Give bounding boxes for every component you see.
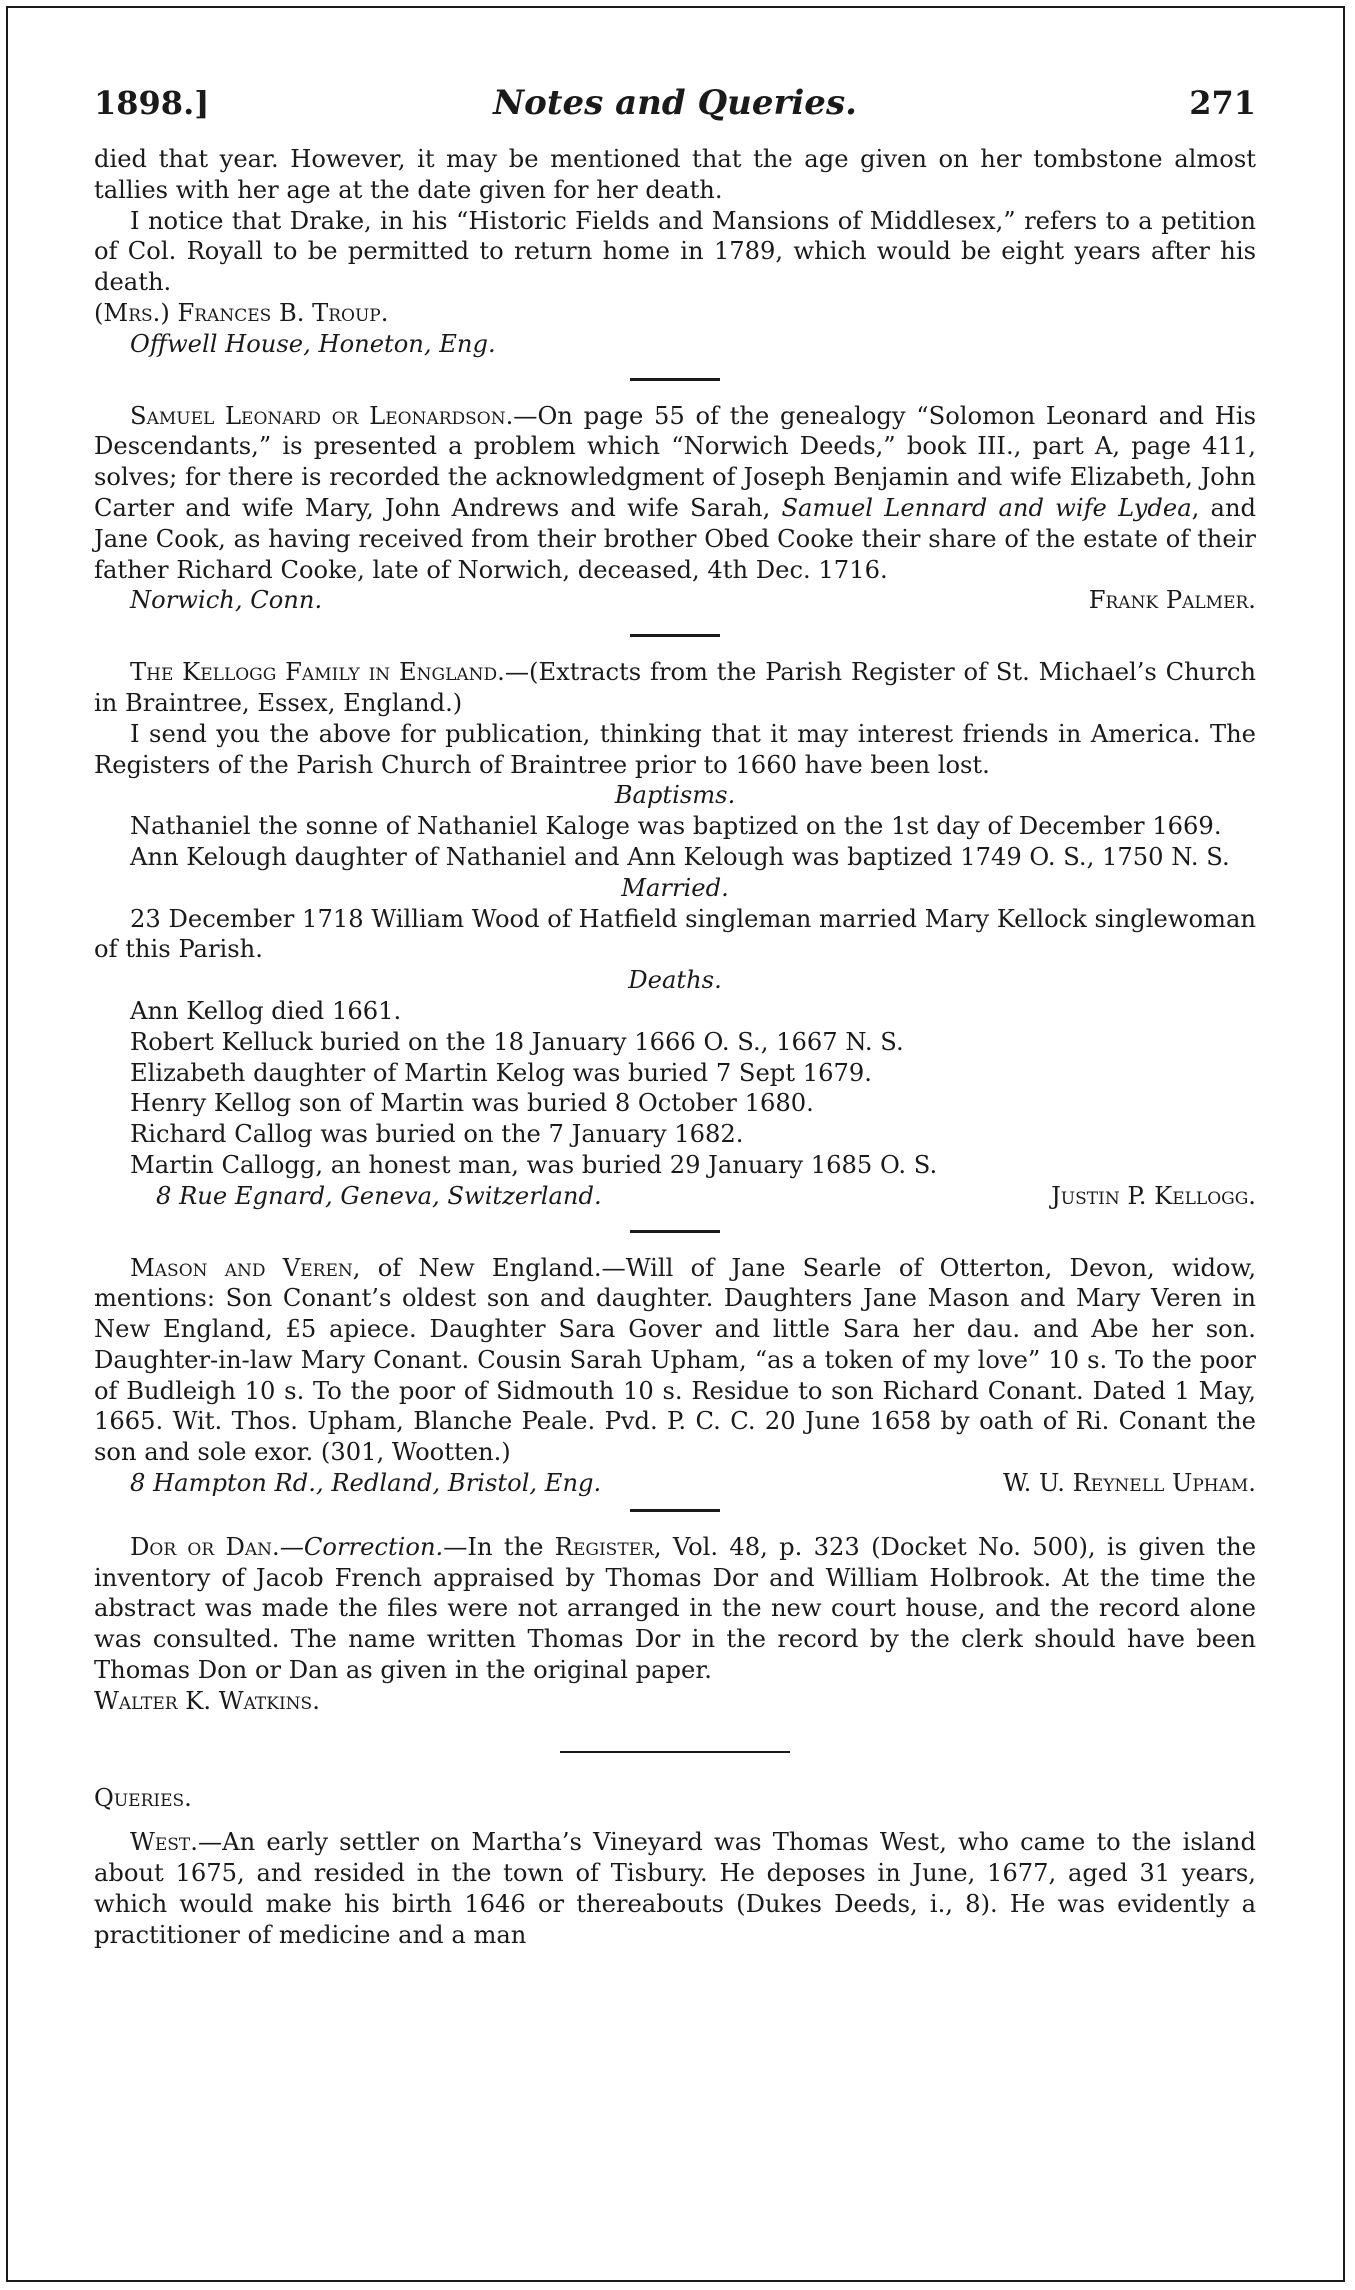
kellogg-intro-text: —(Extracts from the Parish Register of St. Michael’s Church in Braintree, Essex, England.)	[94, 658, 1257, 717]
deaths-heading: Deaths.	[628, 966, 722, 995]
mason-signature-row	[94, 1468, 1256, 1499]
death-entry: Henry Kellog son of Martin was buried 8 October 1680.	[130, 1089, 814, 1118]
kellogg-signature-row	[94, 1181, 1256, 1212]
kellogg-place: 8 Rue Egnard, Geneva, Switzerland.	[156, 1181, 602, 1210]
dor-note	[94, 1532, 1256, 1686]
troup-signature	[94, 298, 1256, 329]
mason-place: 8 Hampton Rd., Redland, Bristol, Eng.	[130, 1469, 602, 1498]
leonard-signature-row	[94, 585, 1256, 616]
baptisms-heading: Baptisms.	[614, 781, 736, 810]
mason-text: , of New England.—Will of Jane Searle of Otterton, Devon, widow, mentions: Son Conant’s oldest son and daughter. Daughters Jane Mason and Mary Veren in New England, £5 apiece. Daughter Sara Gover and little Sara her dau. and Abe her son. Daughter-in-law Mary Conant. Cousin Sarah Upham, “as a token of my love” 10 s. To the poor of Budleigh 10 s. To the poor of Sidmouth 10 s. Residue to son Richard Conant. Dated 1 May, 1665. Wit. Thos. Upham, Blanche Peale. Pvd. P. C. C. 20 June 1658 by oath of Ri. Conant the son and sole exor. (301, Wootten.)	[94, 1253, 1257, 1467]
running-header	[94, 80, 1256, 142]
section-divider	[630, 378, 720, 381]
dor-signature: Walter K. Watkins.	[94, 1686, 320, 1715]
troup-signature-text: (Mrs.) Frances B. Troup.	[94, 298, 389, 327]
married-entry-1: 23 December 1718 William Wood of Hatfield singleman married Mary Kellock singlewoman of this Parish.	[94, 904, 1256, 964]
dor-correction: Correction.	[303, 1532, 444, 1561]
troup-paragraph-2	[94, 206, 1256, 298]
section-divider	[630, 1230, 720, 1233]
mason-signature: W. U. Reynell Upham.	[1003, 1469, 1256, 1498]
death-entry: Martin Callogg, an honest man, was buried 29 January 1685 O. S.	[130, 1150, 938, 1179]
death-entry: Elizabeth daughter of Martin Kelog was buried 7 Sept 1679.	[130, 1058, 872, 1087]
deaths-list	[94, 996, 1256, 1181]
married-heading: Married.	[621, 873, 729, 902]
leonard-italic-names: Samuel Lennard and wife Lydea	[781, 493, 1192, 522]
leonard-signature: Frank Palmer.	[1088, 586, 1256, 615]
west-title: West.	[130, 1828, 198, 1857]
dor-text-a: —In the	[443, 1532, 555, 1561]
baptism-entry-1: Nathaniel the sonne of Nathaniel Kaloge was baptized on the 1st day of December 1669.	[130, 812, 1222, 841]
kellogg-title: The Kellogg Family in England.	[130, 658, 505, 687]
leonard-text-b: , and Jane Cook, as having received from their brother Obed Cooke their share of the estate of their father Richard Cooke, late of Norwich, deceased, 4th Dec. 1716.	[94, 493, 1257, 584]
mason-title: Mason and Veren	[130, 1253, 353, 1282]
baptism-entry-2: Ann Kelough daughter of Nathaniel and Ann Kelough was baptized 1749 O. S., 1750 N. S.	[130, 842, 1230, 871]
section-divider	[630, 634, 720, 637]
kellogg-signature: Justin P. Kellogg.	[1051, 1181, 1256, 1210]
west-text: —An early settler on Martha’s Vineyard was Thomas West, who came to the island about 1675, and resided in the town of Tisbury. He deposes in June, 1677, aged 31 years, which would make his birth 1646 or thereabouts (Dukes Deeds, i., 8). He was evidently a practitioner of medicine and a man	[94, 1828, 1256, 1949]
header-page-number: 271	[1189, 84, 1256, 122]
death-entry: Richard Callog was buried on the 7 January 1682.	[130, 1120, 744, 1149]
leonard-note	[94, 401, 1256, 586]
death-entry: Ann Kellog died 1661.	[130, 996, 402, 1025]
leonard-title: Samuel Leonard or Leonardson.	[130, 401, 514, 430]
dor-register: Register	[554, 1532, 654, 1561]
queries-divider	[560, 1751, 790, 1753]
mason-note	[94, 1253, 1256, 1469]
troup-paragraph-2-text: I notice that Drake, in his “Historic Fields and Mansions of Middlesex,” refers to a petition of Col. Royall to be permitted to return home in 1789, which would be eight years after his death.	[94, 206, 1256, 297]
dor-dash: —	[279, 1532, 304, 1561]
troup-place: Offwell House, Honeton, Eng.	[130, 329, 496, 358]
queries-heading: Queries.	[94, 1783, 192, 1812]
header-year: 1898.]	[94, 84, 210, 122]
dor-title: Dor or Dan.	[130, 1532, 280, 1561]
leonard-place: Norwich, Conn.	[130, 586, 323, 615]
west-query	[94, 1827, 1256, 1950]
kellogg-intro	[94, 657, 1256, 719]
kellogg-paragraph-2: I send you the above for publication, thinking that it may interest friends in America. The Registers of the Parish Church of Braintree prior to 1660 have been lost.	[94, 719, 1256, 779]
troup-paragraph-1: died that year. However, it may be mentioned that the age given on her tombstone almost tallies with her age at the date given for her death.	[94, 145, 1256, 204]
leonard-text-a: —On page 55 of the genealogy “Solomon Leonard and His Descendants,” is presented a problem which “Norwich Deeds,” book III., part A, page 411, solves; for there is recorded the acknowledgment of Joseph Benjamin and wife Elizabeth, John Carter and wife Mary, John Andrews and wife Sarah,	[94, 401, 1256, 522]
death-entry: Robert Kelluck buried on the 18 January 1666 O. S., 1667 N. S.	[130, 1027, 904, 1056]
dor-signature-row	[94, 1686, 1256, 1717]
header-title: Notes and Queries.	[493, 83, 857, 123]
page-content	[94, 80, 1256, 1951]
dor-text-b: , Vol. 48, p. 323 (Docket No. 500), is given the inventory of Jacob French appraised by Thomas Dor and William Holbrook. At the time the abstract was made the files were not arranged in the new court house, and the record alone was consulted. The name written Thomas Dor in the record by the clerk should have been Thomas Don or Dan as given in the original paper.	[94, 1532, 1257, 1685]
section-divider	[630, 1509, 720, 1512]
